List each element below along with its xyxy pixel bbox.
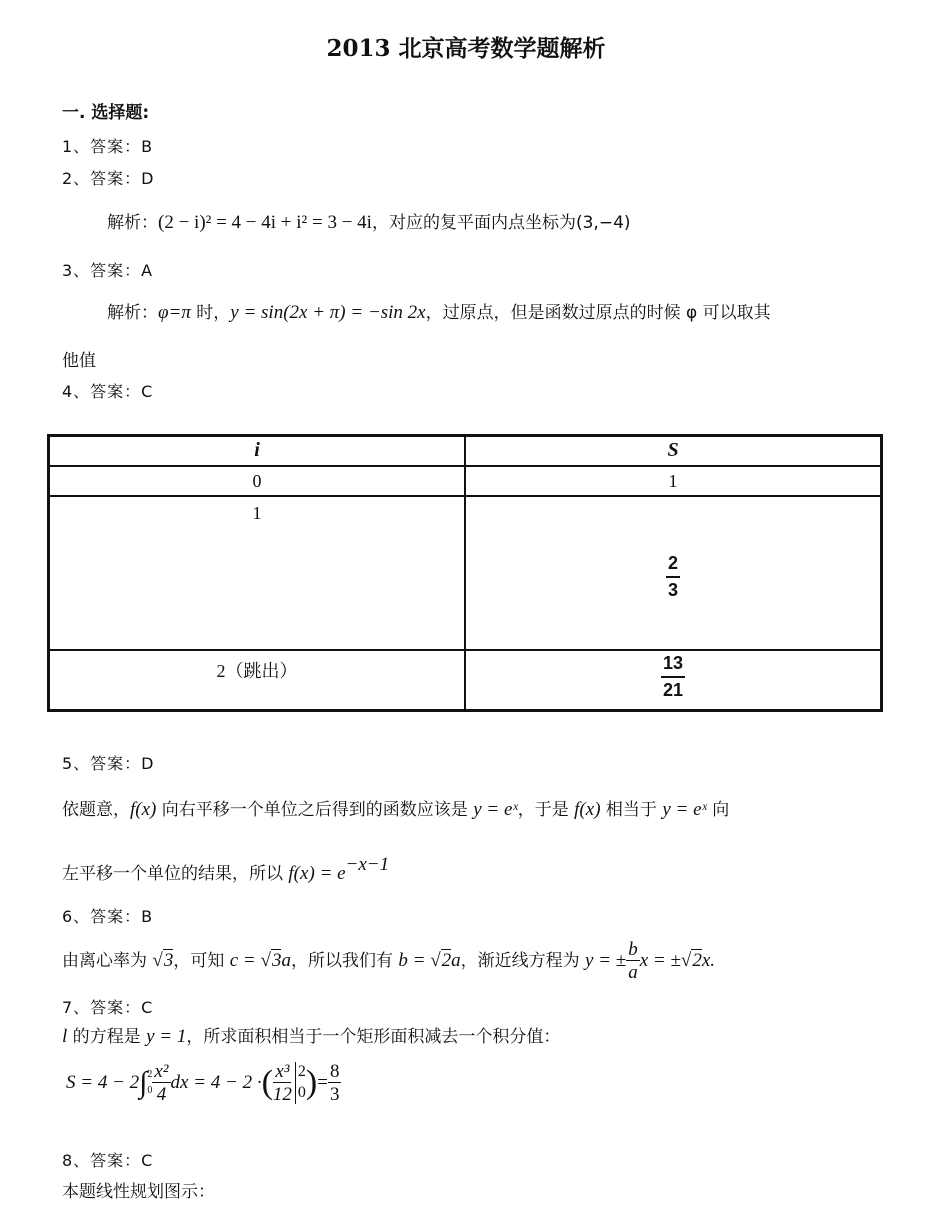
- math-expression: a: [451, 950, 461, 971]
- fraction-numerator: x³: [275, 1061, 290, 1082]
- table-header-s: S: [465, 436, 882, 467]
- sqrt-expression: √2: [430, 950, 452, 971]
- explanation-text: 时，: [190, 303, 231, 323]
- math-expression: y = 1: [146, 1026, 187, 1047]
- text: ，于是: [517, 800, 575, 820]
- math-expression: f(x): [130, 799, 157, 820]
- math-expression: y = ±: [585, 950, 627, 971]
- table-header-i: i: [49, 436, 466, 467]
- text: 由离心率为: [62, 951, 153, 971]
- table-row: [49, 650, 882, 711]
- radicand: 2: [441, 950, 452, 971]
- math-expression: x = ±: [639, 950, 681, 971]
- explanation-text: ，对应的复平面内点坐标为(3,−4): [371, 213, 631, 233]
- integral-sign: ∫: [139, 1066, 148, 1099]
- table-header-row: [49, 436, 882, 467]
- math-expression: S = 4 − 2: [66, 1072, 140, 1093]
- table-row: [49, 496, 882, 650]
- fraction-denominator: 3: [329, 1084, 340, 1105]
- fraction: [152, 1062, 170, 1104]
- fraction-numerator: 2: [666, 554, 680, 578]
- radicand: 3: [163, 950, 174, 971]
- explanation-7: [62, 1022, 560, 1048]
- left-paren: (: [261, 1064, 273, 1101]
- text: 向: [706, 800, 730, 820]
- eval-lower: 0: [297, 1084, 306, 1101]
- math-expression: (2 − i)² = 4 − 4i + i² = 3 − 4i: [158, 212, 372, 233]
- exponent: −x−1: [345, 854, 390, 875]
- fraction-denominator: 12: [272, 1084, 292, 1105]
- radicand: 2: [692, 950, 702, 971]
- math-expression: c =: [229, 950, 261, 971]
- explanation-prefix: 解析：: [107, 213, 158, 233]
- fraction: [661, 654, 685, 700]
- math-expression: a: [281, 950, 291, 971]
- explanation-6: [62, 940, 715, 982]
- sqrt-expression: √3: [152, 950, 174, 971]
- answer-8: 8、答案：C: [62, 1151, 154, 1170]
- text: 向右平移一个单位之后得到的函数应该是: [156, 800, 474, 820]
- text: 的方程是: [67, 1027, 147, 1047]
- formula-7: [66, 1062, 341, 1104]
- math-expression: f(x) = e: [288, 863, 346, 884]
- sqrt-expression: √3: [260, 950, 282, 971]
- math-expression: dx = 4 − 2 ·: [170, 1072, 262, 1093]
- fraction-numerator: 8: [329, 1061, 340, 1082]
- text: 依题意，: [62, 800, 130, 820]
- explanation-3-continued: 他值: [62, 351, 96, 371]
- text: 左平移一个单位的结果，所以: [62, 864, 289, 884]
- explanation-5-line-1: [62, 795, 729, 821]
- answer-6: 6、答案：B: [62, 907, 154, 926]
- fraction-numerator: b: [628, 939, 638, 960]
- answer-7: 7、答案：C: [62, 998, 154, 1017]
- section-heading: 一. 选择题:: [62, 103, 150, 123]
- fraction: [666, 554, 680, 600]
- fraction-numerator: 13: [661, 654, 685, 678]
- answer-4: 4、答案：C: [62, 382, 154, 401]
- text: ，所求面积相当于一个矩形面积减去一个积分值：: [186, 1027, 561, 1047]
- answer-1: 1、答案：B: [62, 137, 154, 156]
- math-expression: l: [62, 1026, 68, 1047]
- math-expression: φ=π: [158, 302, 191, 323]
- fraction-numerator: x²: [154, 1061, 169, 1082]
- iteration-table: [47, 434, 883, 712]
- text: ，渐近线方程为: [460, 951, 586, 971]
- table-cell-s: 1: [465, 466, 882, 496]
- text: ，可知: [173, 951, 230, 971]
- answer-3: 3、答案：A: [62, 261, 154, 280]
- math-expression: f(x): [574, 799, 601, 820]
- fraction-denominator: 3: [667, 579, 678, 600]
- document-title: 2013 北京高考数学题解析: [326, 35, 606, 62]
- fraction: [273, 1062, 292, 1104]
- explanation-2: [107, 208, 631, 234]
- eval-upper: 2: [297, 1063, 306, 1081]
- explanation-text: ，过原点，但是函数过原点的时候 φ 可以取其: [425, 303, 771, 323]
- equals-sign: =: [317, 1072, 328, 1093]
- table-cell-s: [465, 650, 882, 711]
- math-expression: y = eˣ: [662, 799, 707, 820]
- math-expression: b =: [398, 950, 431, 971]
- fraction-denominator: 21: [662, 679, 684, 700]
- table-row: [49, 466, 882, 496]
- fraction-denominator: a: [628, 962, 638, 983]
- fraction: [328, 1062, 342, 1104]
- explanation-3: [107, 298, 771, 324]
- right-paren: ): [305, 1064, 318, 1101]
- fraction-denominator: 4: [156, 1084, 167, 1105]
- answer-2: 2、答案：D: [62, 169, 155, 188]
- explanation-5-line-2: [62, 854, 389, 885]
- math-expression: x.: [701, 950, 716, 971]
- integral-upper: 2: [147, 1069, 153, 1080]
- integral-lower: 0: [147, 1085, 153, 1096]
- radicand: 3: [271, 950, 282, 971]
- text: 相当于: [600, 800, 663, 820]
- math-expression: y = eˣ: [473, 799, 518, 820]
- table-cell-i: 1: [49, 496, 466, 650]
- math-expression: y = sin(2x + π) = −sin 2x: [230, 302, 426, 323]
- table-cell-s: [465, 496, 882, 650]
- fraction: [626, 940, 640, 982]
- sqrt-expression: √2: [680, 950, 702, 971]
- answer-5: 5、答案：D: [62, 754, 155, 773]
- explanation-prefix: 解析：: [107, 303, 158, 323]
- evaluation-bar: [295, 1062, 306, 1104]
- text: ，所以我们有: [290, 951, 399, 971]
- explanation-8: 本题线性规划图示：: [62, 1182, 215, 1202]
- table-cell-i: 0: [49, 466, 466, 496]
- table-cell-i: 2（跳出）: [49, 650, 466, 711]
